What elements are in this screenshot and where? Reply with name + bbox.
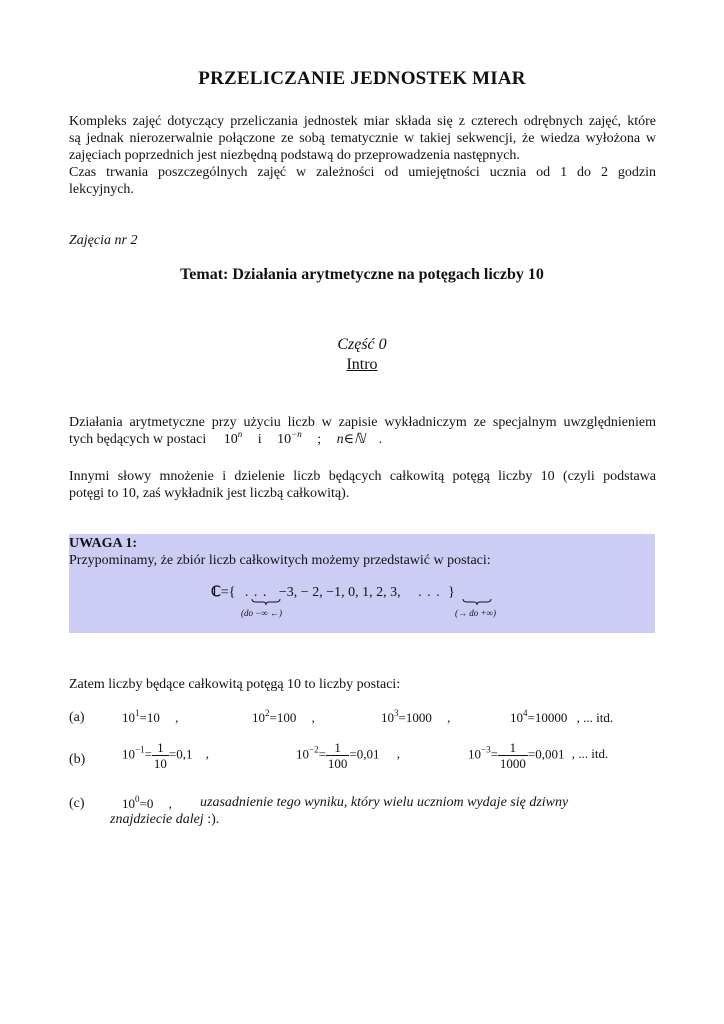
intro-line: Kompleks zajęć dotyczący przeliczania jednostek miar składa się z czterech odrębnych zajęć, które [69, 114, 656, 129]
row-c-comment: uzasadnienie tego wyniku, który wielu uczniom wydaje się dziwny [200, 795, 569, 810]
note-box [69, 534, 655, 633]
separator: , [168, 796, 172, 811]
part-subtitle [0, 356, 724, 374]
power-exponent: 0 [135, 794, 140, 804]
intro-line: Czas trwania poszczególnych zajęć w zależności od umiejętności ucznia od 1 do 2 godzin [69, 165, 656, 180]
power-result: =0,1 [168, 746, 193, 762]
equals-sign: = [490, 746, 498, 762]
part-heading: Część 0 [337, 336, 387, 353]
power-result: =0 [139, 796, 154, 811]
separator: , [311, 710, 315, 725]
intro-line: są jednak nierozerwalnie połączone ze sobą tematycznie w takiej sekwencji, że wiedza wyłożona w [69, 131, 656, 146]
brace-label-right: (→ do +∞) [455, 608, 496, 618]
equals-sign: = [318, 746, 326, 762]
fraction [152, 740, 169, 771]
lesson-topic: Temat: Działania arytmetyczne na potęgach liczby 10 [180, 266, 544, 283]
power-base: 10 [277, 432, 292, 447]
power-base: 10 [252, 710, 265, 725]
brace-label-left: (do −∞ ←) [241, 608, 282, 618]
lesson-label: Zajęcia nr 2 [69, 233, 138, 248]
paragraph-line [69, 431, 656, 448]
power-item [468, 740, 608, 771]
intro-line: lekcyjnych. [69, 182, 134, 197]
separator: , [205, 746, 210, 762]
paragraph-exponent-forms [69, 414, 656, 448]
power-base: 10 [510, 710, 523, 725]
integer-set-symbol: ℂ [211, 585, 221, 600]
paragraph-text: tych będących w postaci [69, 432, 207, 447]
intro-line: zajęciach poprzednich jest niezbędną podstawą do przeprowadzenia następnych. [69, 148, 520, 163]
denominator: 1000 [499, 756, 526, 771]
denominator: 100 [327, 756, 348, 771]
dots-right: . . . [418, 585, 441, 600]
comment-text: znajdziecie dalej [110, 812, 204, 827]
dots-left: . . . [244, 585, 268, 600]
power-exponent: −2 [309, 744, 319, 755]
comment-end: :). [203, 812, 220, 827]
power-exponent: −3 [481, 744, 491, 755]
power-item [122, 710, 178, 726]
power-exponent: 1 [135, 708, 140, 718]
power-item [122, 740, 209, 771]
row-c-comment-continued [110, 812, 219, 828]
separator: , [175, 710, 179, 725]
power-result: =1000 [398, 710, 432, 725]
power-item [381, 710, 450, 726]
power-base: 10 [122, 710, 135, 725]
numerator: 1 [498, 740, 528, 756]
set-open-brace: ={ [220, 585, 236, 600]
power-result: =0,001 [527, 746, 565, 762]
power-expression [277, 429, 302, 447]
powers-intro: Zatem liczby będące całkowitą potęgą 10 to liczby postaci: [69, 677, 401, 692]
power-exponent: −1 [135, 744, 145, 755]
separator: , [396, 746, 401, 762]
power-exponent: n [237, 429, 243, 439]
power-item [252, 710, 315, 726]
intro-paragraph [69, 113, 656, 198]
fraction [498, 740, 528, 771]
numerator: 1 [326, 740, 350, 756]
power-item [510, 710, 613, 726]
row-a-label: (a) [69, 710, 85, 725]
power-expression [223, 429, 243, 447]
set-values: −3, − 2, −1, 0, 1, 2, 3, [278, 585, 401, 600]
separator: ; [317, 432, 322, 447]
integer-set-expression [211, 584, 455, 601]
power-result: =10 [139, 710, 160, 725]
separator: , ... itd. [576, 710, 614, 725]
document-title: PRZELICZANIE JEDNOSTEK MIAR [198, 68, 526, 89]
power-base: 10 [122, 796, 135, 811]
paragraph-line: potęgi to 10, zaś wykładnik jest liczbą całkowitą). [69, 486, 350, 501]
separator: , [447, 710, 451, 725]
power-base: 10 [468, 746, 481, 762]
paragraph-line: Innymi słowy mnożenie i dzielenie liczb będących całkowitą potęgą liczby 10 (czyli podstawa [69, 469, 656, 484]
power-item [296, 740, 400, 771]
row-b-label: (b) [69, 752, 86, 767]
power-result: =10000 [527, 710, 568, 725]
period: . [378, 432, 383, 447]
numerator: 1 [152, 740, 169, 756]
power-exponent: 2 [265, 708, 270, 718]
power-base: 10 [223, 432, 238, 447]
conjunction: i [257, 432, 262, 447]
power-result: =100 [269, 710, 297, 725]
separator: , ... itd. [571, 746, 609, 762]
fraction [326, 740, 350, 771]
power-base: 10 [122, 746, 135, 762]
paragraph-line: Działania arytmetyczne przy użyciu liczb w zapisie wykładniczym ze specjalnym uwzględnieniem [69, 415, 656, 430]
underbrace-right-icon [462, 598, 492, 606]
power-base: 10 [381, 710, 394, 725]
power-base: 10 [296, 746, 309, 762]
equals-sign: = [144, 746, 152, 762]
power-exponent: 3 [394, 708, 399, 718]
underbrace-left-icon [251, 598, 281, 606]
power-item [122, 796, 172, 812]
row-c-label: (c) [69, 796, 85, 811]
denominator: 10 [153, 756, 167, 771]
note-text: Przypominamy, że zbiór liczb całkowitych możemy przedstawić w postaci: [69, 553, 491, 568]
note-heading: UWAGA 1: [69, 536, 138, 551]
power-exponent: 4 [523, 708, 528, 718]
power-exponent: −n [291, 429, 302, 439]
part-subtitle-text: Intro [346, 356, 378, 373]
paragraph-explanation [69, 468, 656, 502]
power-result: =0,01 [349, 746, 380, 762]
natural-condition: n∈ℕ [336, 432, 366, 447]
set-close-brace: } [448, 585, 455, 600]
